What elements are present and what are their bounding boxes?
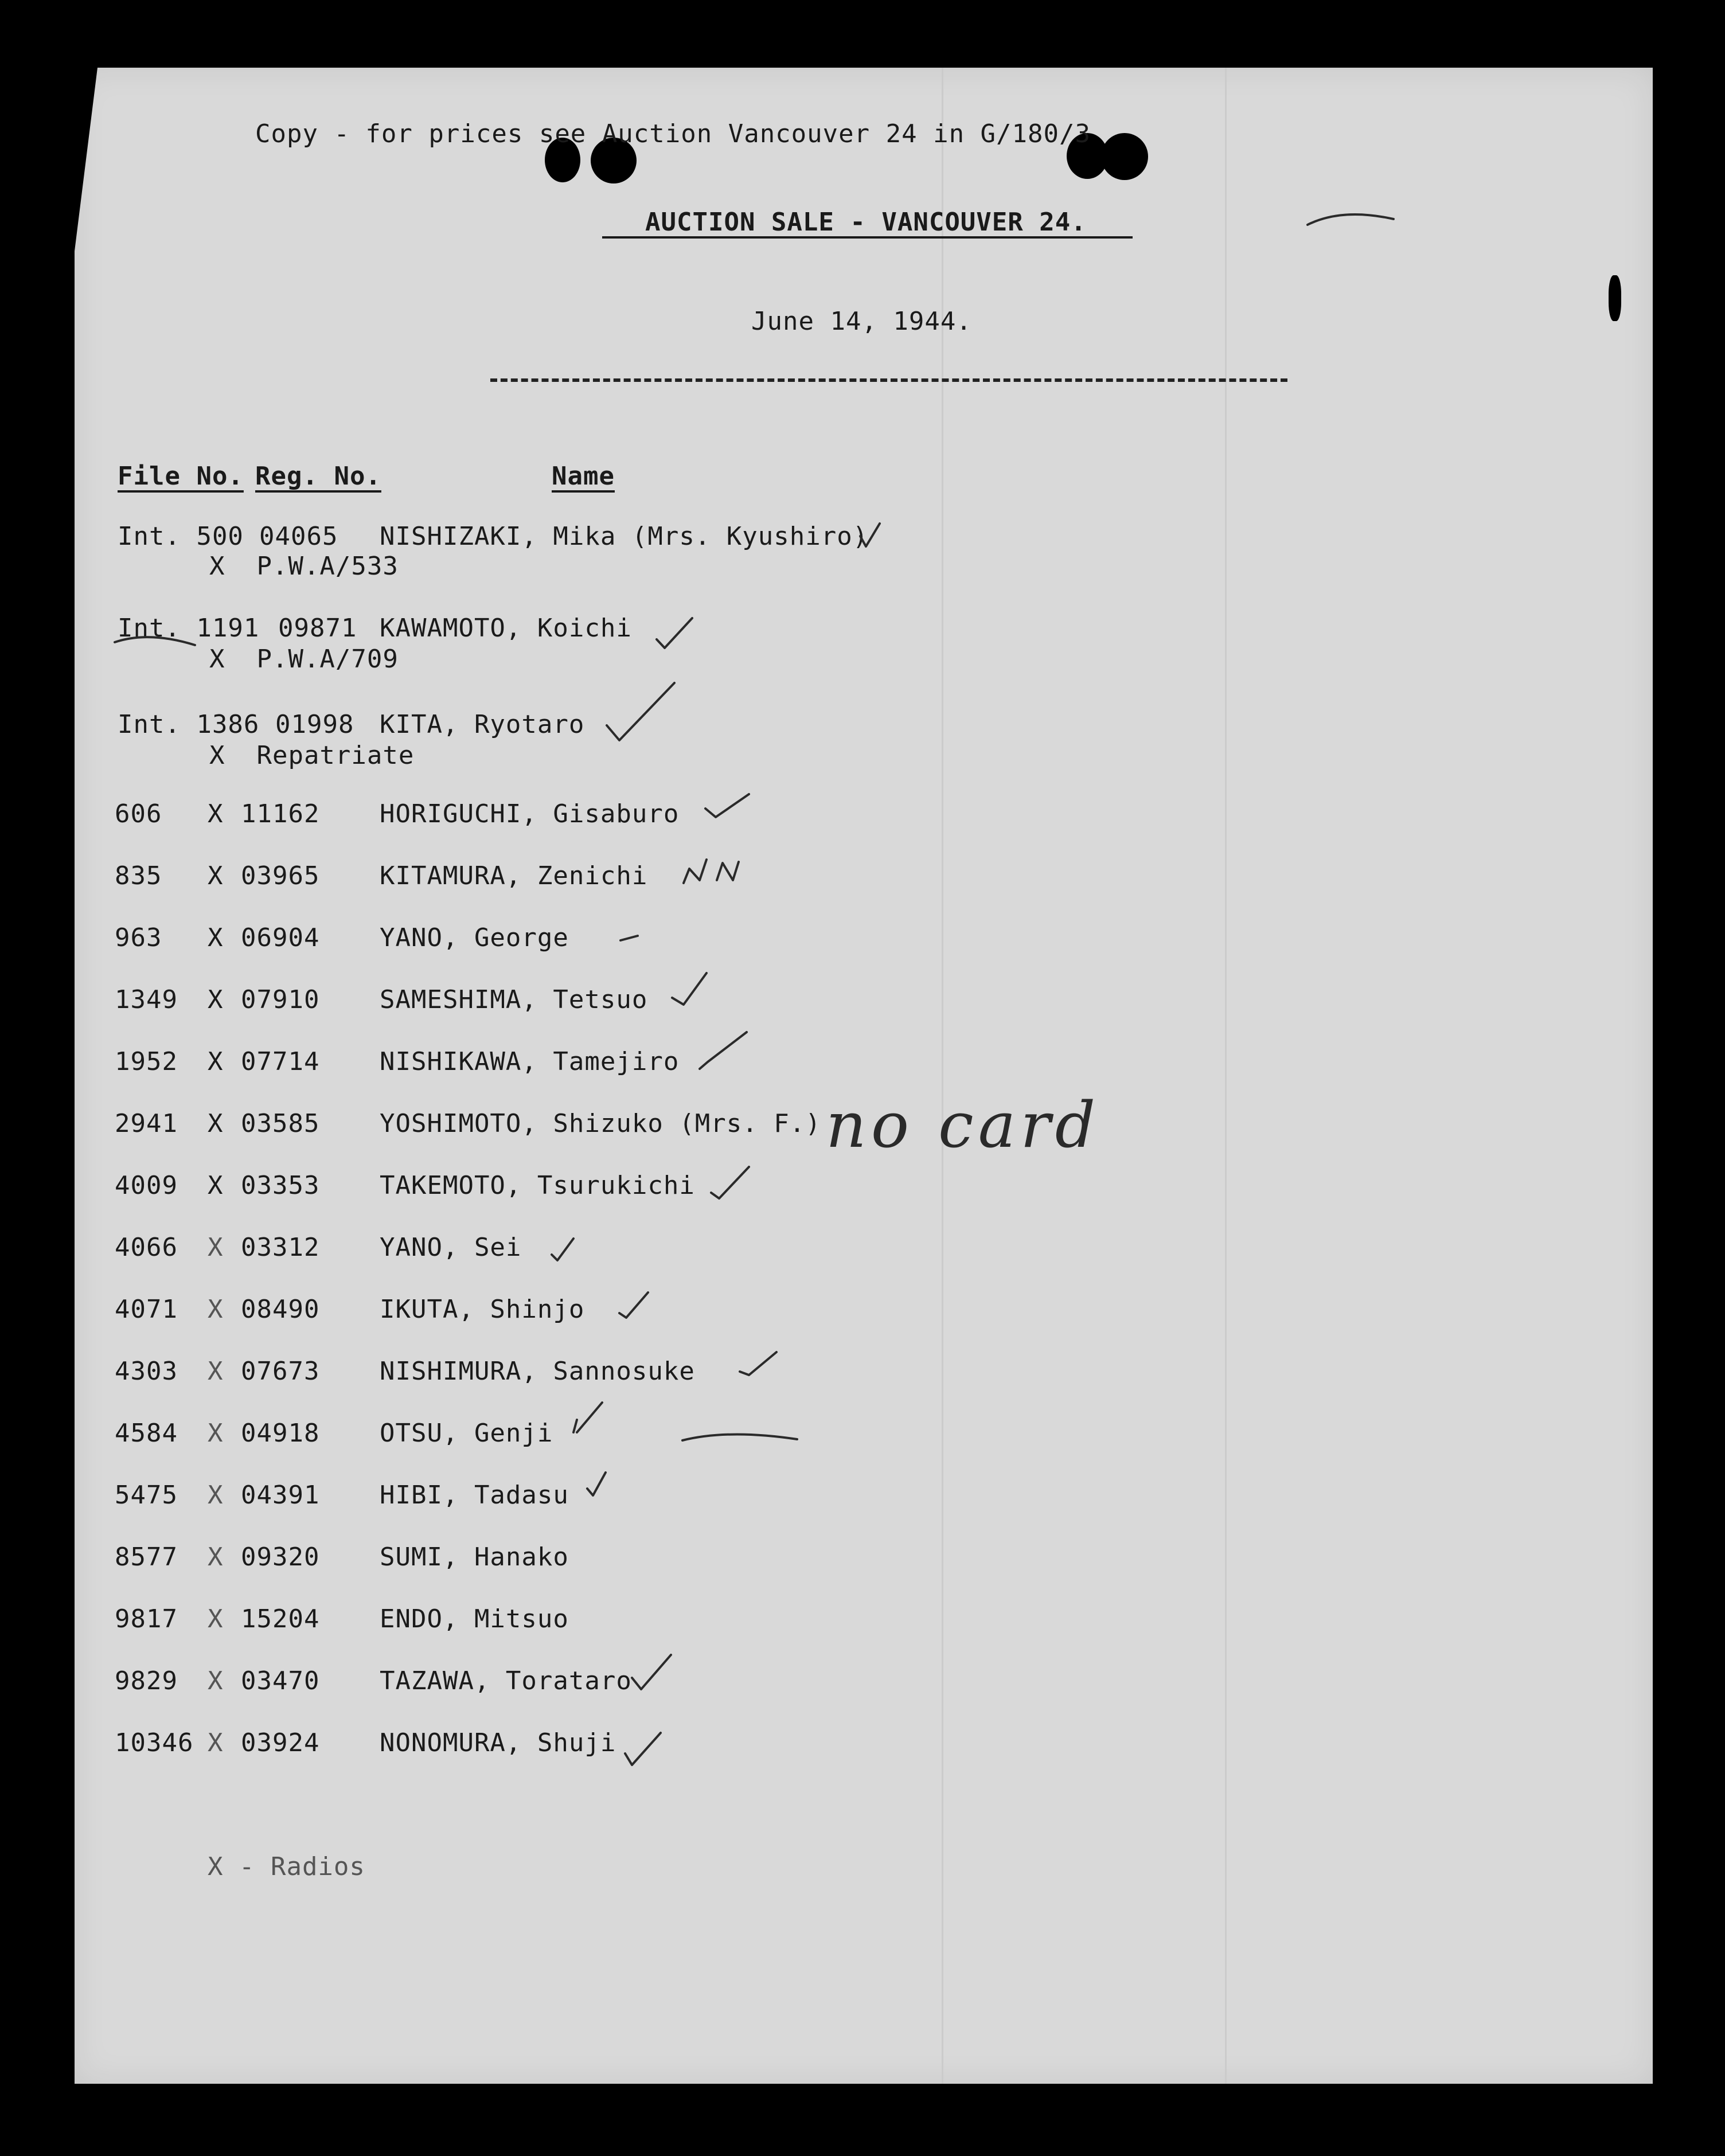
entry-name: ENDO, Mitsuo: [380, 1604, 569, 1634]
radio-mark: X: [208, 1419, 224, 1448]
check-mark-icon: [607, 683, 674, 740]
radio-mark: X: [208, 985, 224, 1014]
stray-mark: [1308, 214, 1394, 225]
reg-no: 03585: [241, 1109, 320, 1138]
entry-name: NISHIMURA, Sannosuke: [380, 1357, 695, 1386]
file-no: 4584: [115, 1419, 178, 1448]
radio-mark: X: [208, 1542, 224, 1572]
legend: X - Radios: [208, 1852, 365, 1881]
reg-no: 07714: [241, 1047, 320, 1076]
check-mark-icon: [625, 1733, 661, 1765]
file-no: 8577: [115, 1542, 178, 1572]
entry-name: YOSHIMOTO, Shizuko (Mrs. F.): [380, 1109, 821, 1138]
reg-no: 09320: [241, 1542, 320, 1572]
file-no: 1952: [115, 1047, 178, 1076]
file-no: 4071: [115, 1295, 178, 1324]
check-mark-icon: [740, 1352, 776, 1375]
check-mark-icon: [587, 1473, 606, 1495]
radio-mark: X: [208, 799, 224, 829]
check-mark-icon: [657, 618, 692, 648]
check-mark-icon: [860, 524, 880, 546]
reg-no: 03924: [241, 1728, 320, 1757]
document-title: AUCTION SALE - VANCOUVER 24.: [645, 208, 1087, 237]
check-mark-icon: [700, 1032, 747, 1069]
reg-no: 06904: [241, 923, 320, 952]
file-no: Int. 500: [118, 522, 244, 551]
file-no: 4009: [115, 1171, 178, 1200]
check-mark-icon: [573, 1403, 602, 1432]
entry-name: NONOMURA, Shuji: [380, 1728, 616, 1757]
reg-no: 07910: [241, 985, 320, 1014]
column-header-reg-no: Reg. No.: [255, 462, 381, 491]
entry-name: SAMESHIMA, Tetsuo: [380, 985, 648, 1014]
entry-name: SUMI, Hanako: [380, 1542, 569, 1572]
file-no: 963: [115, 923, 162, 952]
check-mark-icon: [619, 1292, 648, 1318]
entry-note: X Repatriate: [209, 741, 415, 770]
radio-mark: X: [208, 1109, 224, 1138]
reg-no: 04918: [241, 1419, 320, 1448]
file-no: Int. 1386: [118, 710, 260, 739]
entry-note: X P.W.A/709: [209, 645, 399, 674]
reg-no: 08490: [241, 1295, 320, 1324]
file-no: 9829: [115, 1666, 178, 1696]
entry-name: TAKEMOTO, Tsurukichi: [380, 1171, 695, 1200]
column-header-name: Name: [552, 462, 615, 491]
entry-name: HORIGUCHI, Gisaburo: [380, 799, 680, 829]
entry-name: YANO, Sei: [380, 1233, 522, 1262]
check-mark-icon: [711, 1167, 749, 1198]
radio-mark: X: [208, 861, 224, 890]
check-mark-icon: [672, 973, 707, 1005]
column-header-file-no: File No.: [118, 462, 244, 491]
reg-no: 11162: [241, 799, 320, 829]
file-no: 5475: [115, 1481, 178, 1510]
radio-mark: X: [208, 1357, 224, 1386]
reg-no: 09871: [278, 614, 357, 643]
handwritten-note: no card: [826, 1088, 1100, 1162]
entry-name: TAZAWA, Torataro: [380, 1666, 632, 1696]
entry-name: OTSU, Genji: [380, 1419, 553, 1448]
entry-name: YANO, George: [380, 923, 569, 952]
file-no: 835: [115, 861, 162, 890]
check-mark-icon: [552, 1239, 573, 1260]
entry-name: KITAMURA, Zenichi: [380, 861, 648, 890]
check-mark-icon: [684, 860, 739, 883]
entry-name: KITA, Ryotaro: [380, 710, 585, 739]
radio-mark: X: [208, 1047, 224, 1076]
reg-no: 03470: [241, 1666, 320, 1696]
entry-name: NISHIZAKI, Mika (Mrs. Kyushiro): [380, 522, 869, 551]
document-date: June 14, 1944.: [751, 307, 972, 336]
check-mark-icon: [620, 936, 638, 940]
entry-name: IKUTA, Shinjo: [380, 1295, 585, 1324]
entry-name: KAWAMOTO, Koichi: [380, 614, 632, 643]
check-mark-icon: [632, 1655, 671, 1689]
check-mark-icon: [682, 1434, 797, 1440]
reg-no: 03965: [241, 861, 320, 890]
file-no: 4066: [115, 1233, 178, 1262]
reg-no: 15204: [241, 1604, 320, 1634]
file-no: 606: [115, 799, 162, 829]
file-no: 1349: [115, 985, 178, 1014]
reg-no: 07673: [241, 1357, 320, 1386]
reg-no: 03312: [241, 1233, 320, 1262]
reg-no: 03353: [241, 1171, 320, 1200]
radio-mark: X: [208, 1233, 224, 1262]
radio-mark: X: [208, 1666, 224, 1696]
file-no: 2941: [115, 1109, 178, 1138]
reg-no: 04391: [241, 1481, 320, 1510]
entry-note: X P.W.A/533: [209, 552, 399, 581]
entry-name: NISHIKAWA, Tamejiro: [380, 1047, 680, 1076]
file-no: 4303: [115, 1357, 178, 1386]
entry-name: HIBI, Tadasu: [380, 1481, 569, 1510]
file-no: 10346: [115, 1728, 194, 1757]
radio-mark: X: [208, 1481, 224, 1510]
radio-mark: X: [208, 923, 224, 952]
file-no: 9817: [115, 1604, 178, 1634]
radio-mark: X: [208, 1171, 224, 1200]
file-no: Int. 1191: [118, 614, 260, 643]
reg-no: 04065: [259, 522, 338, 551]
radio-mark: X: [208, 1728, 224, 1757]
copy-note: Copy - for prices see Auction Vancouver 24 in G/180/3: [255, 119, 1091, 149]
reg-no: 01998: [275, 710, 354, 739]
stray-mark: [115, 637, 195, 645]
radio-mark: X: [208, 1604, 224, 1634]
check-mark-icon: [705, 794, 749, 817]
radio-mark: X: [208, 1295, 224, 1324]
